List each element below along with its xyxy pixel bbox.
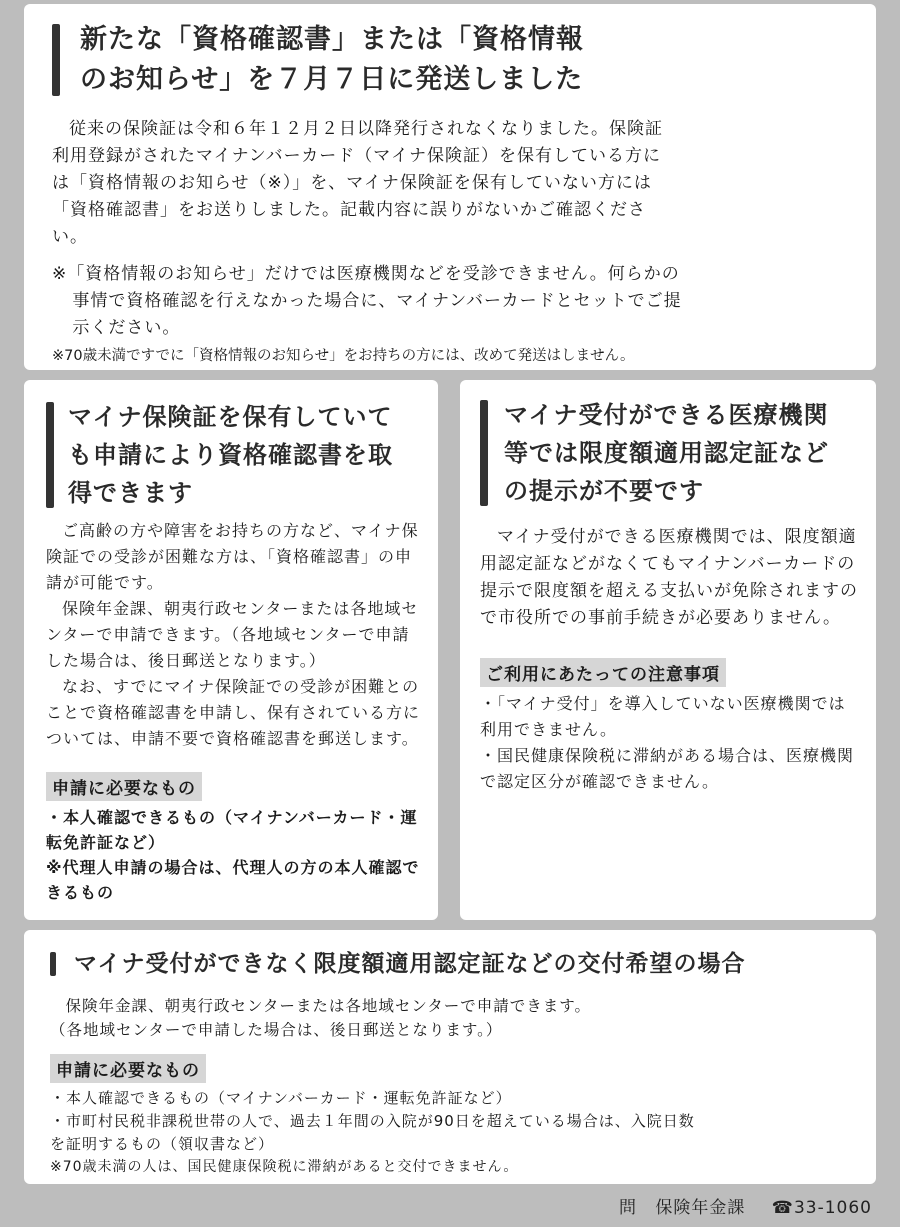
heading-bar-icon [480,400,488,506]
bottom-item-3: ※70歳未満の人は、国民健康保険税に滞納があると交付できません。 [50,1159,519,1175]
right-item-2: ・国民健康保険税に滞納がある場合は、医療機関で認定区分が確認できません。 [480,746,855,791]
bottom-para-1: 保険年金課、朝夷行政センターまたは各地域センターで申請できます。 [65,997,592,1015]
right-sub-title: ご利用にあたっての注意事項 [480,658,726,687]
footer-label: 問 [618,1198,637,1218]
bottom-panel [24,930,876,1184]
top-heading [52,20,846,100]
top-title-line2: のお知らせ」を７月７日に発送しました [80,64,584,95]
footer-phone: ☎33-1060 [771,1198,872,1218]
left-title-line3: 得できます [68,479,193,507]
right-title-line2: 等では限度額適用認定証など [504,439,829,467]
right-title-line3: の提示が不要です [504,477,704,505]
top-note-2: ※70歳未満ですでに「資格情報のお知らせ」をお持ちの方には、改めて発送はしません。 [52,348,635,364]
right-heading [480,396,862,510]
heading-bar-icon [52,24,60,96]
top-panel [24,4,876,370]
left-item-1: ・本人確認できるもの（マイナンバーカード・運転免許証など） [46,808,418,852]
left-title-line1: マイナ保険証を保有していて [68,403,393,431]
footer-dept: 保険年金課 [655,1198,746,1218]
right-panel [460,380,876,920]
bottom-heading [50,944,852,984]
left-sub-title: 申請に必要なもの [46,772,202,801]
left-para-2: 保険年金課、朝夷行政センターまたは各地域センターで申請できます。（各地域センターで申請した場合は、後日郵送となります。） [46,599,419,670]
bottom-title: マイナ受付ができなく限度額適用認定証などの交付希望の場合 [74,951,746,977]
footer-contact [607,1193,872,1218]
left-para-3: なお、すでにマイナ保険証での受診が困難とのことで資格確認書を申請し、保有されている方については、申請不要で資格確認書を郵送します。 [46,677,421,748]
right-paragraph: マイナ受付ができる医療機関では、限度額適用認定証などがなくてもマイナンバーカードの提示で限度額を超える支払いが免除されますので市役所での事前手続きが必要ありません。 [480,527,858,628]
left-panel [24,380,438,920]
bottom-item-1: ・本人確認できるもの（マイナンバーカード・運転免許証など） [50,1089,512,1107]
right-item-1: ・「マイナ受付」を導入していない医療機関では利用できません。 [480,694,846,739]
left-para-1: ご高齢の方や障害をお持ちの方など、マイナ保険証での受診が困難な方は、「資格確認書」の申請が可能です。 [46,521,419,592]
heading-bar-icon [46,402,54,508]
left-heading [46,398,424,512]
bottom-item-2: ・市町村民税非課税世帯の人で、過去１年間の入院が90日を超えている場合は、入院日数を証明するもの（領収書など） [50,1112,695,1153]
left-title-line2: も申請により資格確認書を取 [68,441,393,469]
heading-bar-icon [50,952,56,976]
top-note-1: ※「資格情報のお知らせ」だけでは医療機関などを受診できません。何らかの事情で資格確認を行えなかった場合に、マイナンバーカードとセットでご提示ください。 [52,264,682,338]
top-title-line1: 新たな「資格確認書」または「資格情報 [80,24,584,55]
top-paragraph: 従来の保険証は令和６年１２月２日以降発行されなくなりました。保険証利用登録がされたマイナンバーカード（マイナ保険証）を保有している方には「資格情報のお知らせ（※）」を、マイナ保険証を保有していない方には「資格確認書」をお送りしました。記載内容に誤りがないかご確認ください。 [52,119,663,247]
bottom-para-2: （各地域センターで申請した場合は、後日郵送となります。） [50,1021,503,1039]
left-item-2: ※代理人申請の場合は、代理人の方の本人確認できるもの [46,858,420,902]
right-title-line1: マイナ受付ができる医療機関 [504,401,829,429]
bottom-sub-title: 申請に必要なもの [50,1054,206,1083]
